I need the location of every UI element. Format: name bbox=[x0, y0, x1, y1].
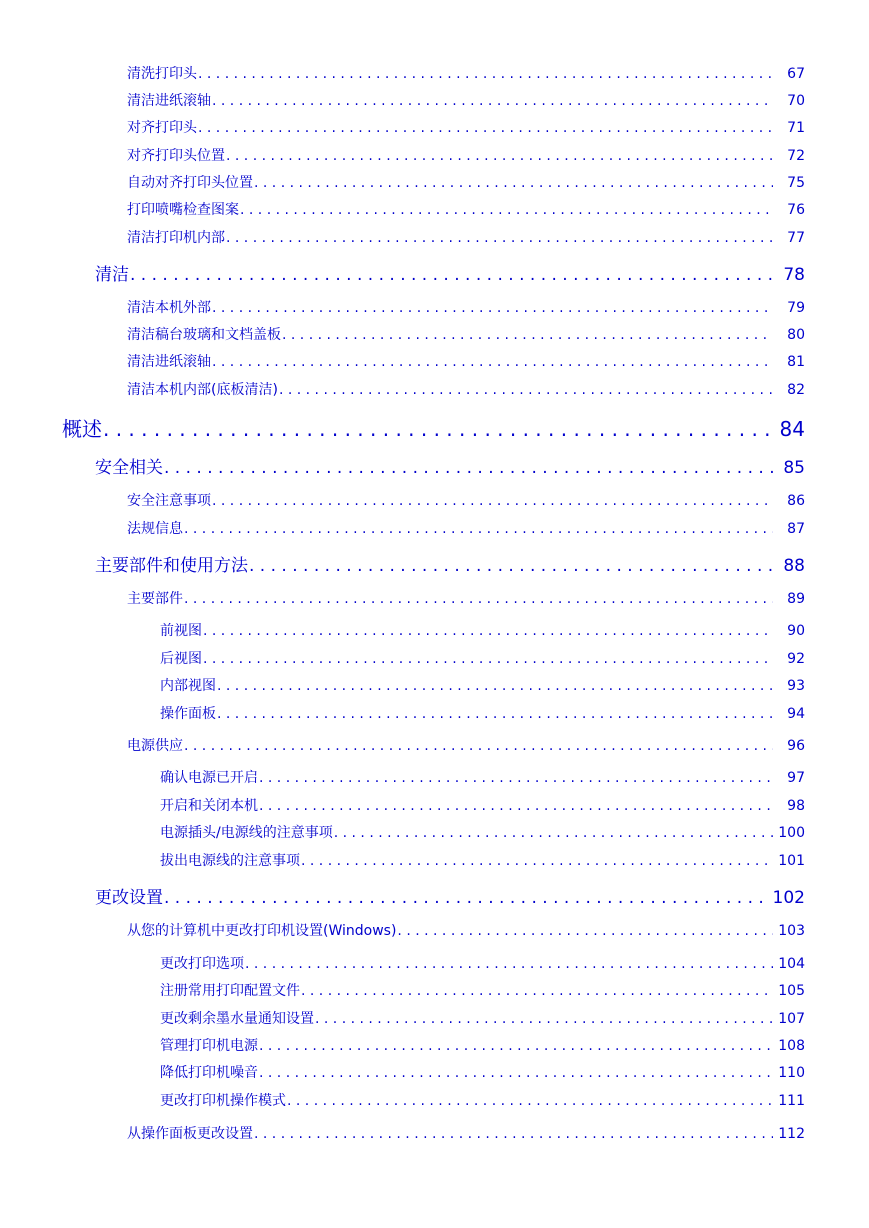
toc-entry[interactable] bbox=[160, 620, 805, 640]
toc-entry-title: 清洁进纸滚轴 bbox=[127, 93, 211, 109]
toc-entry-title: 清洁打印机内部 bbox=[127, 230, 225, 246]
toc-leader-dots bbox=[164, 888, 769, 908]
toc-entry-title: 清洗打印头 bbox=[127, 66, 197, 82]
toc-entry-page: 80 bbox=[787, 327, 805, 343]
toc-entry-title: 安全相关 bbox=[95, 458, 163, 478]
toc-entry[interactable] bbox=[127, 199, 805, 219]
toc-leader-dots bbox=[217, 706, 773, 722]
toc-entry-page: 85 bbox=[783, 458, 805, 478]
toc-leader-dots bbox=[245, 956, 773, 972]
toc-leader-dots bbox=[198, 66, 773, 82]
toc-entry-page: 103 bbox=[778, 923, 805, 939]
toc-entry-page: 82 bbox=[787, 382, 805, 398]
toc-entry[interactable] bbox=[95, 453, 805, 478]
toc-entry-title: 电源供应 bbox=[127, 738, 183, 754]
toc-entry-page: 70 bbox=[787, 93, 805, 109]
toc-entry-page: 88 bbox=[783, 556, 805, 576]
toc-entry-title: 后视图 bbox=[160, 651, 202, 667]
toc-entry[interactable] bbox=[160, 1035, 805, 1055]
toc-entry-page: 94 bbox=[787, 706, 805, 722]
toc-entry-page: 111 bbox=[778, 1093, 805, 1109]
toc-entry-page: 108 bbox=[778, 1038, 805, 1054]
toc-entry[interactable] bbox=[95, 883, 805, 908]
toc-entry-page: 101 bbox=[778, 853, 805, 869]
toc-entry[interactable] bbox=[160, 1008, 805, 1028]
toc-entry[interactable] bbox=[127, 63, 805, 83]
toc-entry-page: 72 bbox=[787, 148, 805, 164]
toc-leader-dots bbox=[259, 770, 773, 786]
toc-leader-dots bbox=[397, 923, 773, 939]
toc-entry[interactable] bbox=[160, 980, 805, 1000]
toc-entry-page: 110 bbox=[778, 1065, 805, 1081]
toc-entry[interactable] bbox=[95, 551, 805, 576]
toc-entry[interactable] bbox=[127, 351, 805, 371]
toc-entry-title: 更改设置 bbox=[95, 888, 163, 908]
toc-entry-page: 90 bbox=[787, 623, 805, 639]
toc-entry[interactable] bbox=[95, 260, 805, 285]
toc-entry-title: 更改打印机操作模式 bbox=[160, 1093, 286, 1109]
toc-entry[interactable] bbox=[160, 822, 805, 842]
toc-leader-dots bbox=[217, 678, 773, 694]
toc-leader-dots bbox=[184, 521, 773, 537]
toc-entry-page: 71 bbox=[787, 120, 805, 136]
toc-entry-page: 89 bbox=[787, 591, 805, 607]
toc-leader-dots bbox=[259, 1065, 773, 1081]
toc-leader-dots bbox=[334, 825, 773, 841]
toc-entry[interactable] bbox=[127, 172, 805, 192]
toc-entry[interactable] bbox=[127, 227, 805, 247]
toc-leader-dots bbox=[198, 120, 773, 136]
toc-entry-title: 清洁 bbox=[95, 265, 129, 285]
toc-entry-page: 84 bbox=[779, 417, 805, 441]
toc-entry[interactable] bbox=[160, 850, 805, 870]
toc-leader-dots bbox=[259, 798, 773, 814]
toc-leader-dots bbox=[240, 202, 773, 218]
toc-entry-title: 操作面板 bbox=[160, 706, 216, 722]
toc-leader-dots bbox=[212, 300, 773, 316]
toc-leader-dots bbox=[282, 327, 773, 343]
toc-entry-page: 75 bbox=[787, 175, 805, 191]
toc-entry-page: 67 bbox=[787, 66, 805, 82]
toc-leader-dots bbox=[254, 1126, 773, 1142]
toc-entry-title: 概述 bbox=[62, 417, 102, 441]
toc-entry-page: 112 bbox=[778, 1126, 805, 1142]
toc-entry[interactable] bbox=[127, 588, 805, 608]
toc-leader-dots bbox=[254, 175, 773, 191]
toc-entry-title: 对齐打印头 bbox=[127, 120, 197, 136]
toc-entry[interactable] bbox=[160, 795, 805, 815]
toc-entry-title: 主要部件 bbox=[127, 591, 183, 607]
toc-entry-page: 87 bbox=[787, 521, 805, 537]
toc-entry-title: 前视图 bbox=[160, 623, 202, 639]
toc-entry[interactable] bbox=[160, 767, 805, 787]
toc-entry-page: 77 bbox=[787, 230, 805, 246]
toc-leader-dots bbox=[184, 738, 773, 754]
toc-entry-title: 降低打印机噪音 bbox=[160, 1065, 258, 1081]
toc-entry[interactable] bbox=[160, 675, 805, 695]
toc-entry-page: 100 bbox=[778, 825, 805, 841]
toc-entry-page: 93 bbox=[787, 678, 805, 694]
toc-entry-page: 81 bbox=[787, 354, 805, 370]
toc-entry-title: 从您的计算机中更改打印机设置(Windows) bbox=[127, 923, 397, 939]
toc-entry-page: 107 bbox=[778, 1011, 805, 1027]
toc-entry[interactable] bbox=[127, 490, 805, 510]
toc-entry[interactable] bbox=[127, 518, 805, 538]
toc-entry[interactable] bbox=[127, 117, 805, 137]
toc-leader-dots bbox=[103, 417, 773, 441]
toc-entry[interactable] bbox=[62, 413, 805, 442]
toc-entry-title: 安全注意事项 bbox=[127, 493, 211, 509]
toc-entry-title: 开启和关闭本机 bbox=[160, 798, 258, 814]
toc-entry[interactable] bbox=[160, 953, 805, 973]
toc-leader-dots bbox=[259, 1038, 773, 1054]
toc-entry-title: 打印喷嘴检查图案 bbox=[127, 202, 239, 218]
toc-leader-dots bbox=[212, 354, 773, 370]
toc-entry-page: 104 bbox=[778, 956, 805, 972]
toc-leader-dots bbox=[164, 458, 773, 478]
toc-entry-title: 清洁本机外部 bbox=[127, 300, 211, 316]
toc-entry[interactable] bbox=[127, 297, 805, 317]
toc-leader-dots bbox=[203, 623, 773, 639]
toc-entry[interactable] bbox=[127, 920, 805, 940]
toc-entry-title: 对齐打印头位置 bbox=[127, 148, 225, 164]
toc-entry-title: 内部视图 bbox=[160, 678, 216, 694]
toc-leader-dots bbox=[203, 651, 773, 667]
toc-entry-page: 79 bbox=[787, 300, 805, 316]
toc-leader-dots bbox=[287, 1093, 773, 1109]
toc-entry[interactable] bbox=[127, 379, 805, 399]
toc-entry[interactable] bbox=[127, 735, 805, 755]
toc-entry-title: 管理打印机电源 bbox=[160, 1038, 258, 1054]
toc-entry[interactable] bbox=[160, 1090, 805, 1110]
toc-leader-dots bbox=[315, 1011, 773, 1027]
toc-leader-dots bbox=[249, 556, 773, 576]
toc-entry[interactable] bbox=[160, 648, 805, 668]
toc-entry-page: 86 bbox=[787, 493, 805, 509]
toc-leader-dots bbox=[212, 93, 773, 109]
toc-entry[interactable] bbox=[127, 324, 805, 344]
toc-leader-dots bbox=[301, 983, 773, 999]
toc-entry-title: 从操作面板更改设置 bbox=[127, 1126, 253, 1142]
toc-entry-title: 更改剩余墨水量通知设置 bbox=[160, 1011, 314, 1027]
toc-entry-title: 自动对齐打印头位置 bbox=[127, 175, 253, 191]
toc-entry-title: 注册常用打印配置文件 bbox=[160, 983, 300, 999]
toc-entry-title: 主要部件和使用方法 bbox=[95, 556, 248, 576]
toc-entry-title: 清洁稿台玻璃和文档盖板 bbox=[127, 327, 281, 343]
toc-entry-page: 96 bbox=[787, 738, 805, 754]
toc-leader-dots bbox=[184, 591, 773, 607]
toc-leader-dots bbox=[226, 230, 773, 246]
toc-entry[interactable] bbox=[127, 1123, 805, 1143]
toc-entry-page: 78 bbox=[783, 265, 805, 285]
toc-leader-dots bbox=[226, 148, 773, 164]
toc-leader-dots bbox=[301, 853, 773, 869]
toc-entry[interactable] bbox=[127, 145, 805, 165]
toc-entry-page: 92 bbox=[787, 651, 805, 667]
toc-entry-page: 105 bbox=[778, 983, 805, 999]
toc-entry-title: 拔出电源线的注意事项 bbox=[160, 853, 300, 869]
toc-entry-title: 清洁本机内部(底板清洁) bbox=[127, 382, 278, 398]
toc-entry-title: 电源插头/电源线的注意事项 bbox=[160, 825, 333, 841]
toc-entry[interactable] bbox=[160, 1062, 805, 1082]
toc-entry-page: 98 bbox=[787, 798, 805, 814]
toc-entry-page: 97 bbox=[787, 770, 805, 786]
toc-entry-title: 法规信息 bbox=[127, 521, 183, 537]
toc-entry-title: 确认电源已开启 bbox=[160, 770, 258, 786]
toc-leader-dots bbox=[130, 265, 773, 285]
toc-entry-title: 清洁进纸滚轴 bbox=[127, 354, 211, 370]
toc-entry[interactable] bbox=[160, 703, 805, 723]
toc-entry-page: 76 bbox=[787, 202, 805, 218]
toc-entry-title: 更改打印选项 bbox=[160, 956, 244, 972]
toc-entry[interactable] bbox=[127, 90, 805, 110]
toc-leader-dots bbox=[279, 382, 773, 398]
toc-leader-dots bbox=[212, 493, 773, 509]
toc-entry-page: 102 bbox=[772, 888, 805, 908]
